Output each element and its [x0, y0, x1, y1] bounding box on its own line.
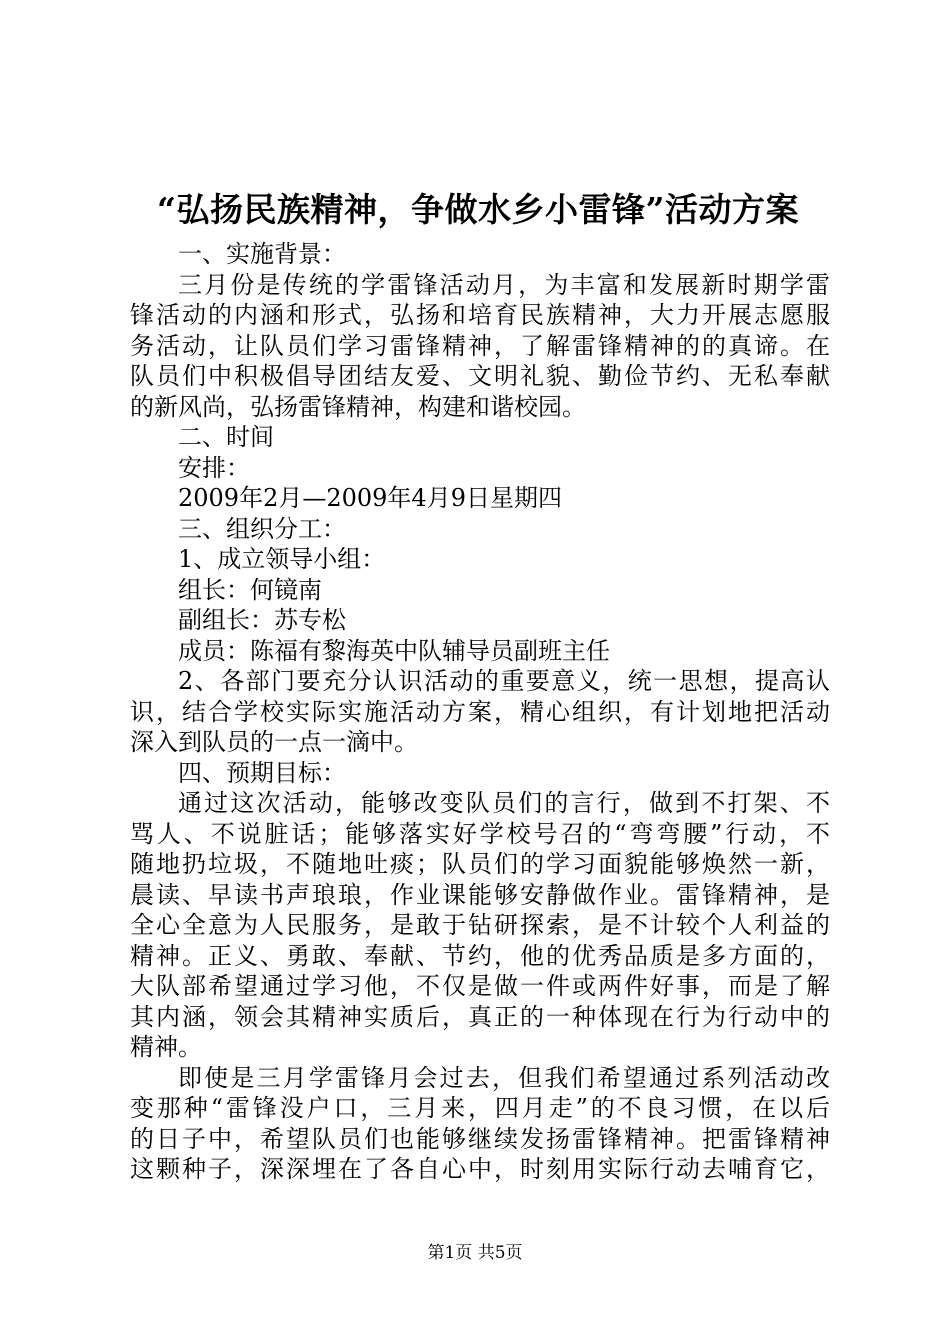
text-line: 四、预期目标： [178, 758, 346, 787]
text-line: 一、实施背景： [178, 240, 346, 268]
text-line: 精神。 [130, 1033, 202, 1061]
text-line: 2009年2月—2009年4月9日星期四 [178, 484, 562, 512]
text-line: 1、成立领导小组： [178, 545, 386, 573]
text-line: 通过这次活动，能够改变队员们的言行，做到不打架、不 [178, 789, 830, 817]
text-line: 深入到队员的一点一滴中。 [130, 728, 418, 756]
text-line: 锋活动的内涵和形式，弘扬和培育民族精神，大力开展志愿服 [130, 301, 830, 329]
text-line: 成员：陈福有黎海英中队辅导员副班主任 [178, 636, 610, 665]
text-line: 即使是三月学雷锋月会过去，但我们希望通过系列活动改 [178, 1063, 830, 1092]
text-line: 2、各部门要充分认识活动的重要意义，统一思想，提高认 [178, 667, 830, 695]
text-line: 骂人、不说脏话；能够落实好学校号召的“弯弯腰”行动，不 [130, 819, 830, 848]
text-line: 副组长：苏专松 [178, 606, 346, 634]
page-footer: 第1页 共5页 [427, 1243, 523, 1263]
text-line: 队员们中积极倡导团结友爱、文明礼貌、勤俭节约、无私奉献 [130, 362, 830, 390]
text-line: 的新风尚，弘扬雷锋精神，构建和谐校园。 [130, 392, 586, 421]
document-body [130, 239, 830, 1185]
text-line: 三、组织分工： [178, 514, 346, 543]
text-line: 这颗种子，深深埋在了各自心中，时刻用实际行动去哺育它， [130, 1155, 830, 1183]
text-line: 晨读、早读书声琅琅，作业课能够安静做作业。雷锋精神，是 [130, 880, 830, 909]
document-title: “弘扬民族精神，争做水乡小雷锋”活动方案 [157, 190, 799, 229]
text-line: 大队部希望通过学习他，不仅是做一件或两件好事，而是了解 [130, 972, 830, 1000]
text-line: 二、时间 [178, 423, 274, 451]
text-line: 精神。正义、勇敢、奉献、节约，他的优秀品质是多方面的， [130, 941, 830, 970]
text-line: 其内涵，领会其精神实质后，真正的一种体现在行为行动中的 [130, 1002, 830, 1031]
text-line: 全心全意为人民服务，是敢于钻研探索，是不计较个人利益的 [130, 911, 830, 939]
text-line: 变那种“雷锋没户口，三月来，四月走”的不良习惯，在以后 [130, 1094, 830, 1122]
text-line: 安排： [178, 453, 250, 482]
text-line: 识，结合学校实际实施活动方案，精心组织，有计划地把活动 [130, 697, 830, 726]
text-line: 随地扔垃圾，不随地吐痰；队员们的学习面貌能够焕然一新， [130, 850, 830, 878]
text-line: 的日子中，希望队员们也能够继续发扬雷锋精神。把雷锋精神 [130, 1124, 830, 1153]
text-line: 三月份是传统的学雷锋活动月，为丰富和发展新时期学雷 [178, 270, 830, 299]
text-line: 务活动，让队员们学习雷锋精神，了解雷锋精神的的真谛。在 [130, 331, 830, 360]
text-line: 组长：何镜南 [178, 575, 322, 604]
